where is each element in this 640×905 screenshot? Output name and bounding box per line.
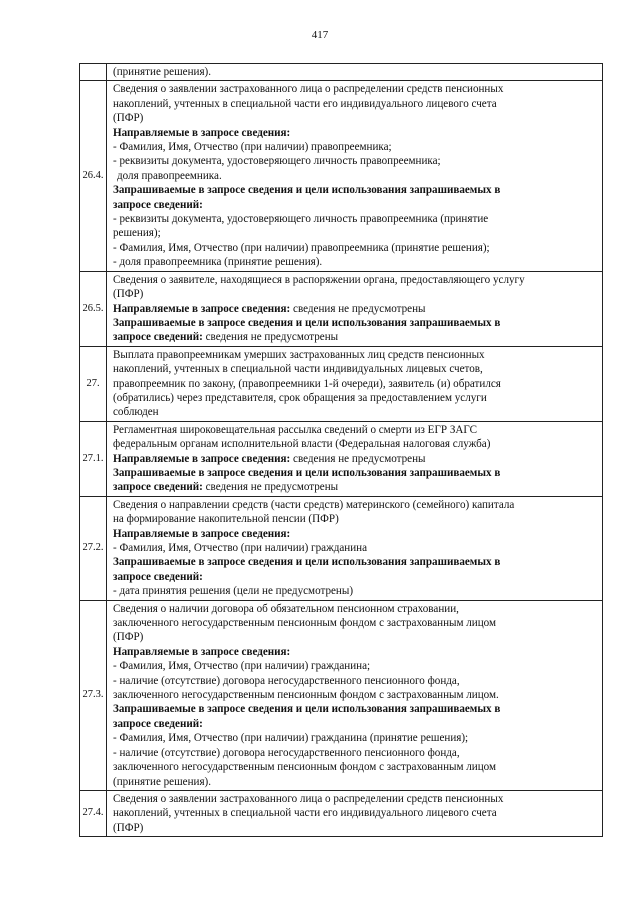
bold-heading: Запрашиваемые в запросе сведения и цели использования запрашиваемых в — [113, 316, 501, 329]
bold-heading: Направляемые в запросе сведения: — [113, 302, 291, 315]
line-text: накоплений, учтенных в специальной части его индивидуального лицевого счета — [113, 807, 497, 820]
item-description — [107, 421, 603, 496]
text-line — [113, 169, 599, 183]
text-line — [113, 65, 599, 79]
text-line — [113, 302, 599, 316]
text-line — [113, 330, 599, 344]
line-text: (обратились) через представителя, срок обращения за предоставлением услуги — [113, 391, 487, 404]
text-line — [113, 111, 599, 125]
text-line — [113, 570, 599, 584]
line-text: правопреемник по закону, (правопреемники 1-й очереди), заявитель (и) обратился — [113, 377, 501, 390]
line-text: - реквизиты документа, удостоверяющего личность правопреемника; — [113, 155, 441, 168]
text-line — [113, 480, 599, 494]
item-description — [107, 64, 603, 81]
text-line — [113, 82, 599, 96]
text-line — [113, 602, 599, 616]
item-number: 27.1. — [80, 421, 107, 496]
text-line — [113, 527, 599, 541]
text-line — [113, 498, 599, 512]
item-number: 27.2. — [80, 496, 107, 600]
line-text: - Фамилия, Имя, Отчество (при наличии) гражданина — [113, 542, 368, 554]
bold-heading: Направляемые в запросе сведения: — [113, 645, 291, 658]
item-description — [107, 271, 603, 346]
line-text: сведения не предусмотрены — [293, 452, 426, 465]
text-line — [113, 183, 599, 197]
item-description — [107, 600, 603, 790]
line-text: - дата принятия решения (цели не предусмотрены) — [113, 585, 354, 598]
text-line — [113, 674, 599, 688]
text-line — [113, 377, 599, 391]
table-row — [80, 346, 603, 421]
line-text: - реквизиты документа, удостоверяющего личность правопреемника (принятие — [113, 213, 489, 226]
text-line — [113, 273, 599, 287]
bold-heading: Запрашиваемые в запросе сведения и цели использования запрашиваемых в — [113, 703, 501, 716]
line-text: заключенного негосударственным пенсионным фондом с застрахованным лицом — [113, 617, 497, 630]
text-line — [113, 423, 599, 437]
table-row — [80, 421, 603, 496]
text-line — [113, 226, 599, 240]
page-number: 417 — [311, 29, 329, 41]
text-line — [113, 452, 599, 466]
line-text: накоплений, учтенных в специальной части его индивидуального лицевого счета — [113, 97, 497, 110]
item-description — [107, 496, 603, 600]
line-text: решения); — [113, 227, 161, 240]
line-text: - доля правопреемника (принятие решения). — [113, 256, 323, 269]
text-line — [113, 731, 599, 745]
bold-heading: Запрашиваемые в запросе сведения и цели использования запрашиваемых в — [113, 556, 501, 569]
text-line — [113, 287, 599, 301]
text-line — [113, 405, 599, 419]
text-line — [113, 630, 599, 644]
text-line — [113, 466, 599, 480]
line-text: Сведения о заявлении застрахованного лица о распределении средств пенсионных — [113, 83, 504, 96]
line-text: сведения не предусмотрены — [205, 331, 339, 344]
item-description — [107, 346, 603, 421]
line-text: (принятие решения). — [113, 775, 212, 788]
line-text: (принятие решения). — [113, 66, 212, 78]
text-line — [113, 391, 599, 405]
text-line — [113, 97, 599, 111]
item-number: 26.5. — [80, 271, 107, 346]
text-line — [113, 126, 599, 140]
bold-heading: запросе сведений: — [113, 570, 203, 583]
item-description — [107, 81, 603, 271]
text-line — [113, 821, 599, 835]
text-line — [113, 645, 599, 659]
line-text: доля правопреемника. — [117, 169, 222, 182]
item-number: 27. — [80, 346, 107, 421]
bold-heading: запросе сведений: — [113, 717, 203, 730]
bold-heading: Направляемые в запросе сведения: — [113, 527, 291, 540]
line-text: заключенного негосударственным пенсионным фондом с застрахованным лицом — [113, 761, 497, 774]
item-number: 27.3. — [80, 600, 107, 790]
text-line — [113, 140, 599, 154]
table-row — [80, 81, 603, 271]
line-text: (ПФР) — [113, 631, 144, 644]
text-line — [113, 616, 599, 630]
requirements-table-body — [80, 64, 603, 837]
line-text: - Фамилия, Имя, Отчество (при наличии) правопреемника (принятие решения); — [113, 241, 490, 254]
table-row — [80, 64, 603, 81]
text-line — [113, 555, 599, 569]
text-line — [113, 512, 599, 526]
bold-heading: Направляемые в запросе сведения: — [113, 452, 291, 465]
line-text: - Фамилия, Имя, Отчество (при наличии) правопреемника; — [113, 141, 392, 154]
item-number: 27.4. — [80, 790, 107, 836]
line-text: - наличие (отсутствие) договора негосударственного пенсионного фонда, — [113, 746, 460, 759]
line-text: Регламентная широковещательная рассылка сведений о смерти из ЕГР ЗАГС — [113, 423, 478, 436]
text-line — [113, 746, 599, 760]
line-text: - Фамилия, Имя, Отчество (при наличии) гражданина; — [113, 660, 371, 673]
text-line — [113, 688, 599, 702]
item-number — [80, 64, 107, 81]
line-text: на формирование накопительной пенсии (ПФР) — [113, 513, 339, 526]
bold-heading: запросе сведений: — [113, 198, 203, 211]
line-text: сведения не предусмотрены — [293, 302, 426, 315]
text-line — [113, 316, 599, 330]
text-line — [113, 255, 599, 269]
text-line — [113, 437, 599, 451]
text-line — [113, 717, 599, 731]
line-text: Сведения о направлении средств (части средств) материнского (семейного) капитала — [113, 498, 515, 511]
requirements-table — [79, 63, 603, 837]
line-text: Сведения о заявлении застрахованного лица о распределении средств пенсионных — [113, 792, 504, 805]
text-line — [113, 792, 599, 806]
text-line — [113, 702, 599, 716]
line-text: Выплата правопреемникам умерших застрахованных лиц средств пенсионных — [113, 348, 485, 361]
line-text: (ПФР) — [113, 288, 144, 301]
line-text: заключенного негосударственным пенсионным фондом с застрахованным лицом. — [113, 689, 499, 702]
text-line — [113, 198, 599, 212]
line-text: сведения не предусмотрены — [205, 481, 339, 494]
bold-heading: Направляемые в запросе сведения: — [113, 126, 291, 139]
table-row — [80, 271, 603, 346]
table-row — [80, 600, 603, 790]
text-line — [113, 212, 599, 226]
item-description — [107, 790, 603, 836]
text-line — [113, 584, 599, 598]
text-line — [113, 775, 599, 789]
text-line — [113, 541, 599, 555]
bold-heading: Запрашиваемые в запросе сведения и цели использования запрашиваемых в — [113, 466, 501, 479]
text-line — [113, 760, 599, 774]
line-text: Сведения о наличии договора об обязательном пенсионном страховании, — [113, 602, 459, 615]
line-text: Сведения о заявителе, находящиеся в распоряжении органа, предоставляющего услугу — [113, 273, 525, 286]
table-row — [80, 790, 603, 836]
bold-heading: запросе сведений: — [113, 481, 203, 494]
line-text: накоплений, учтенных в специальной части индивидуальных лицевых счетов, — [113, 363, 483, 376]
text-line — [113, 362, 599, 376]
text-line — [113, 348, 599, 362]
item-number: 26.4. — [80, 81, 107, 271]
text-line — [113, 806, 599, 820]
text-line — [113, 659, 599, 673]
table-row — [80, 496, 603, 600]
bold-heading: запросе сведений: — [113, 331, 203, 344]
line-text: (ПФР) — [113, 821, 144, 834]
text-line — [113, 241, 599, 255]
line-text: - Фамилия, Имя, Отчество (при наличии) гражданина (принятие решения); — [113, 732, 469, 745]
line-text: федеральным органам исполнительной власти (Федеральная налоговая служба) — [113, 438, 491, 451]
line-text: соблюден — [113, 406, 159, 419]
line-text: (ПФР) — [113, 112, 144, 125]
text-line — [113, 154, 599, 168]
bold-heading: Запрашиваемые в запросе сведения и цели использования запрашиваемых в — [113, 184, 501, 197]
line-text: - наличие (отсутствие) договора негосударственного пенсионного фонда, — [113, 674, 460, 687]
